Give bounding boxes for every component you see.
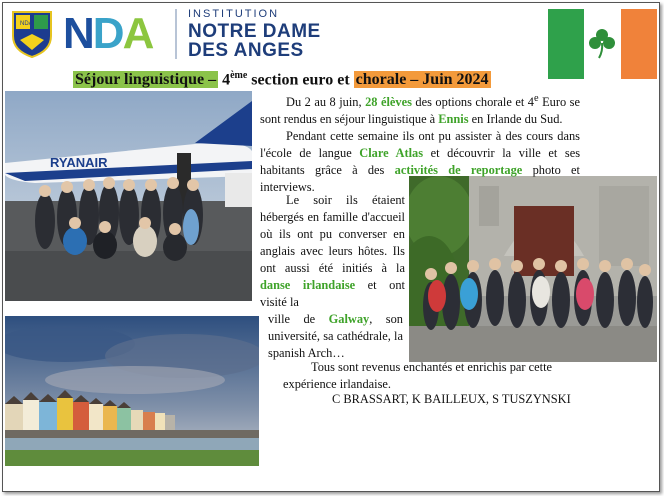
authors-signature: C BRASSART, K BAILLEUX, S TUSZYNSKI xyxy=(332,392,571,406)
title-grade: 4 xyxy=(218,71,231,89)
shamrock-icon xyxy=(587,27,617,59)
institution-label: INSTITUTION xyxy=(188,8,280,20)
irish-flag xyxy=(548,9,657,79)
article-intro xyxy=(260,90,580,196)
logo-separator xyxy=(175,9,177,59)
paragraph-5: Tous sont revenus enchantés et enrichis par cette expérience irlandaise. xyxy=(283,360,553,391)
reportage-activities: activités de reportage xyxy=(394,163,523,178)
school-name-line1: NOTRE DAME xyxy=(188,21,321,42)
flag-orange-band xyxy=(621,9,657,79)
title-highlight-green: Séjour linguistique – xyxy=(75,71,217,89)
logo-letter-n: N xyxy=(63,9,93,58)
paragraph-3: Le soir ils étaient hébergés en famille d'accueil où ils ont pu converser en anglais avec leurs hôtes. Ils ont aussi été initiés à la danse irlandaise et ont visité la xyxy=(260,193,405,309)
title-grade-suffix: ème xyxy=(230,70,248,81)
city-galway: Galway xyxy=(328,312,370,326)
logo-letter-d: D xyxy=(92,9,123,58)
school-clare-atlas: Clare Atlas xyxy=(359,146,424,161)
article-title xyxy=(73,66,491,90)
paragraph-1: Du 2 au 8 juin, 28 élèves des options chorale et 4e Euro se sont rendus en séjour linguistique à Ennis en Irlande du Sud. xyxy=(260,93,580,127)
newsletter-page xyxy=(2,2,660,492)
coat-of-arms-icon xyxy=(11,10,53,58)
city-ennis: Ennis xyxy=(438,112,469,127)
school-name-line2: DES ANGES xyxy=(188,40,304,61)
flag-green-band xyxy=(548,9,584,79)
church-group-photo xyxy=(409,176,657,362)
irish-dance: danse irlandaise xyxy=(260,278,356,292)
flag-white-band xyxy=(584,9,620,79)
airport-group-photo xyxy=(5,91,252,301)
logo-letter-a: A xyxy=(122,9,153,58)
paragraph-4: ville de Galway, son université, sa cathédrale, la spanish Arch… xyxy=(268,312,403,360)
school-logo xyxy=(63,11,152,57)
paragraph-2: Pendant cette semaine ils ont pu assister à des cours dans l'école de langue Clare Atlas et découvrir la ville et ses habitants grâce à des activités de reportage photo et interviews. xyxy=(260,129,581,195)
title-middle: section euro et xyxy=(247,71,354,89)
title-highlight-orange: chorale – Juin 2024 xyxy=(355,71,489,89)
school-name xyxy=(188,9,321,60)
svg-text:RYANAIR: RYANAIR xyxy=(50,155,108,170)
galway-waterfront-photo xyxy=(5,316,259,466)
svg-text:NDA: NDA xyxy=(20,21,33,27)
student-count: 28 élèves xyxy=(365,95,412,110)
